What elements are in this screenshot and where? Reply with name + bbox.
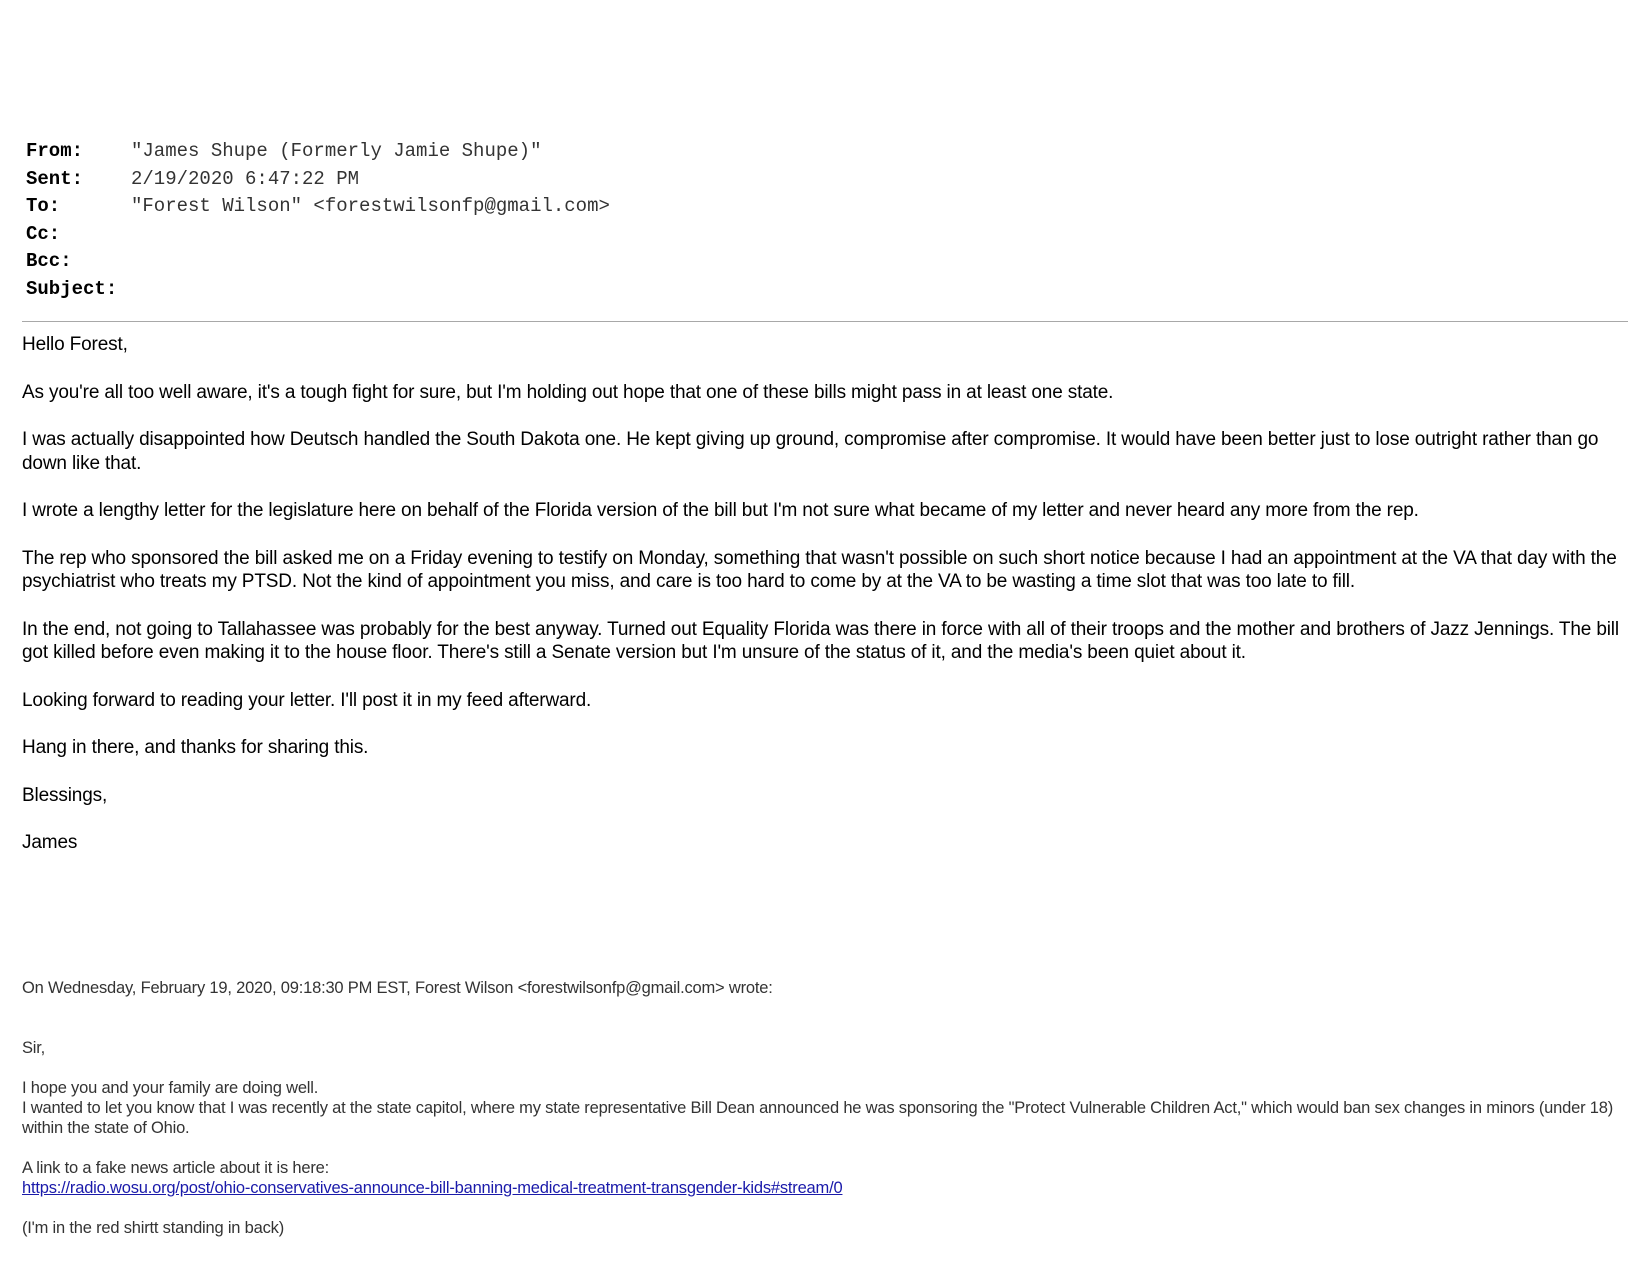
sent-label: Sent: [26, 167, 84, 190]
quote-link-intro: A link to a fake news article about it is here: [22, 1159, 330, 1177]
quote-attribution: On Wednesday, February 19, 2020, 09:18:30 PM EST, Forest Wilson <forestwilsonfp@gmail.com> wrote: [22, 979, 773, 997]
quote-paragraph [22, 1078, 1632, 1138]
body-paragraph-1: As you're all too well aware, it's a tough fight for sure, but I'm holding out hope that one of these bills might pass in at least one state. [22, 381, 1114, 403]
body-paragraph-5: In the end, not going to Tallahassee was probably for the best anyway. Turned out Equality Florida was there in force with all of their troops and the mother and brothers of Jazz Jennings. The bill got killed before even making it to the house floor. There's still a Senate version but I'm unsure of the status of it, and the media's been quiet about it. [22, 618, 1619, 663]
body-paragraph-3: I wrote a lengthy letter for the legislature here on behalf of the Florida version of the bill but I'm not sure what became of my letter and never heard any more from the rep. [22, 500, 1419, 521]
quote-link-paragraph [22, 1158, 1632, 1198]
header-bcc-row [26, 248, 1626, 276]
quoted-message [22, 978, 1632, 1258]
email-header [26, 138, 1626, 303]
header-cc-row [26, 221, 1626, 249]
header-subject-row [26, 276, 1626, 304]
from-label: From: [26, 140, 84, 162]
from-value: "James Shupe (Formerly Jamie Shupe)" [131, 140, 542, 162]
article-link[interactable]: https://radio.wosu.org/post/ohio-conservatives-announce-bill-banning-medical-treatment-transgender-kids#stream/0 [22, 1179, 843, 1197]
body-paragraph-6: Looking forward to reading your letter. I'll post it in my feed afterward. [22, 689, 592, 711]
header-sent-row [26, 166, 1626, 194]
email-body [22, 333, 1632, 879]
quote-salutation: Sir, [22, 1039, 46, 1057]
closing: Blessings, [22, 784, 108, 806]
body-paragraph-7: Hang in there, and thanks for sharing this. [22, 737, 369, 758]
subject-label: Subject: [26, 277, 118, 300]
header-to-row [26, 193, 1626, 221]
cc-label: Cc: [26, 222, 61, 245]
signature: James [22, 832, 78, 853]
greeting: Hello Forest, [22, 334, 128, 355]
to-label: To: [26, 195, 61, 217]
to-value: "Forest Wilson" <forestwilsonfp@gmail.com> [131, 195, 610, 217]
bcc-label: Bcc: [26, 250, 72, 272]
header-from-row [26, 138, 1626, 166]
body-paragraph-4: The rep who sponsored the bill asked me on a Friday evening to testify on Monday, something that wasn't possible on such short notice because I had an appointment at the VA that day with the psychiatrist who treats my PTSD. Not the kind of appointment you miss, and care is too hard to come by at the VA to be wasting a time slot that was too late to fill. [22, 547, 1617, 592]
sent-value: 2/19/2020 6:47:22 PM [131, 167, 360, 190]
quote-aside: (I'm in the red shirtt standing in back) [22, 1219, 285, 1237]
quote-line-1: I hope you and your family are doing well. [22, 1079, 319, 1097]
quote-line-2: I wanted to let you know that I was recently at the state capitol, where my state representative Bill Dean announced he was sponsoring the "Protect Vulnerable Children Act," which would ban sex changes in minors (under 18) within the state of Ohio. [22, 1099, 1614, 1137]
header-divider [22, 321, 1628, 322]
body-paragraph-2: I was actually disappointed how Deutsch handled the South Dakota one. He kept giving up ground, compromise after compromise. It would have been better just to lose outright rather than go down like that. [22, 429, 1599, 474]
